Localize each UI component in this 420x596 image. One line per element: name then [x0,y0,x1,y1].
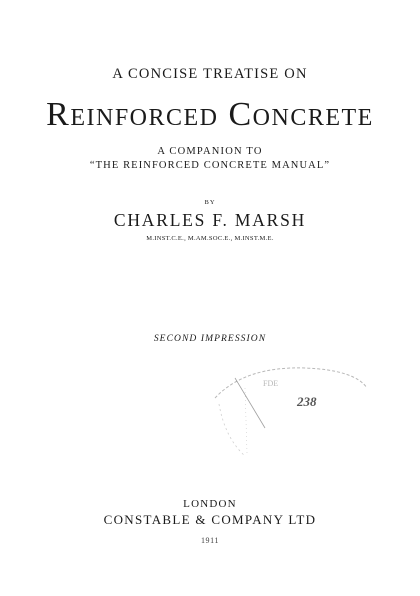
svg-text:FDE: FDE [263,379,279,388]
stamp-number: 238 [297,394,317,409]
publisher-name: CONSTABLE & COMPANY LTD [103,512,317,527]
author-credentials: M.INST.C.E., M.AM.SOC.E., M.INST.M.E. [146,235,274,242]
by-line: BY [204,199,216,206]
main-title: Reinforced Concrete [46,96,374,133]
pre-title: A CONCISE TREATISE ON [112,66,308,82]
publisher-city: LONDON [183,498,237,510]
subtitle-line-2: “THE REINFORCED CONCRETE MANUAL” [89,160,331,171]
publication-year: 1911 [200,536,220,545]
author-name: CHARLES F. MARSH [113,210,307,230]
subtitle-line-1: A COMPANION TO [157,146,263,157]
library-stamp [205,358,370,466]
impression-note: SECOND IMPRESSION [153,334,267,344]
